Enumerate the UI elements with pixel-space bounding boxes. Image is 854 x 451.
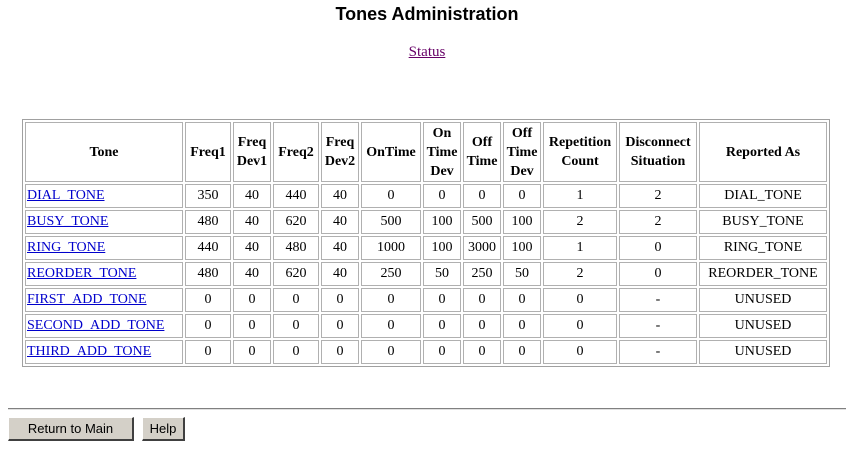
- tone-cell: [25, 340, 183, 364]
- table-cell: 0: [185, 340, 231, 364]
- table-cell: 2: [619, 210, 697, 234]
- table-cell: -: [619, 314, 697, 338]
- table-cell: 480: [185, 210, 231, 234]
- header-ontime: OnTime: [361, 122, 421, 182]
- table-cell: 0: [185, 314, 231, 338]
- table-cell: 0: [273, 340, 319, 364]
- tone-cell: [25, 236, 183, 260]
- tone-link[interactable]: DIAL_TONE: [27, 188, 105, 203]
- table-cell: DIAL_TONE: [699, 184, 827, 208]
- tone-cell: [25, 314, 183, 338]
- table-cell: 0: [233, 314, 271, 338]
- table-cell: 40: [321, 262, 359, 286]
- table-cell: 0: [321, 340, 359, 364]
- table-row: [25, 288, 827, 312]
- table-cell: 440: [185, 236, 231, 260]
- table-cell: 0: [361, 184, 421, 208]
- header-off-time-dev: Off Time Dev: [503, 122, 541, 182]
- header-freq1: Freq1: [185, 122, 231, 182]
- table-cell: 500: [361, 210, 421, 234]
- help-button[interactable]: Help: [142, 417, 185, 441]
- table-row: [25, 340, 827, 364]
- table-cell: 40: [321, 236, 359, 260]
- table-cell: 620: [273, 210, 319, 234]
- table-cell: 0: [463, 288, 501, 312]
- table-cell: 0: [503, 340, 541, 364]
- table-row: [25, 262, 827, 286]
- tone-cell: [25, 184, 183, 208]
- tones-table: [22, 119, 830, 367]
- table-cell: 440: [273, 184, 319, 208]
- table-cell: 0: [423, 184, 461, 208]
- table-cell: 0: [361, 314, 421, 338]
- table-cell: 250: [463, 262, 501, 286]
- table-cell: 50: [423, 262, 461, 286]
- table-cell: 0: [185, 288, 231, 312]
- table-cell: 0: [361, 288, 421, 312]
- table-cell: 2: [543, 210, 617, 234]
- header-off-time: Off Time: [463, 122, 501, 182]
- table-cell: 0: [543, 288, 617, 312]
- table-cell: 0: [503, 314, 541, 338]
- header-on-time-dev: On Time Dev: [423, 122, 461, 182]
- table-cell: 0: [619, 262, 697, 286]
- table-cell: 0: [423, 314, 461, 338]
- return-to-main-button[interactable]: Return to Main: [8, 417, 134, 441]
- table-row: [25, 236, 827, 260]
- table-cell: 2: [543, 262, 617, 286]
- header-freq-dev1: Freq Dev1: [233, 122, 271, 182]
- tone-link[interactable]: REORDER_TONE: [27, 266, 137, 281]
- header-disconnect-situation: Disconnect Situation: [619, 122, 697, 182]
- header-repetition-count: Repetition Count: [543, 122, 617, 182]
- table-cell: 100: [423, 236, 461, 260]
- tone-cell: [25, 288, 183, 312]
- table-cell: 1: [543, 184, 617, 208]
- table-cell: 250: [361, 262, 421, 286]
- table-cell: 100: [503, 236, 541, 260]
- table-cell: 40: [321, 184, 359, 208]
- table-row: [25, 184, 827, 208]
- table-cell: 620: [273, 262, 319, 286]
- table-cell: 1000: [361, 236, 421, 260]
- table-cell: 2: [619, 184, 697, 208]
- table-row: [25, 210, 827, 234]
- table-row: [25, 314, 827, 338]
- table-cell: 480: [185, 262, 231, 286]
- table-cell: 500: [463, 210, 501, 234]
- table-cell: 1: [543, 236, 617, 260]
- tone-link[interactable]: BUSY_TONE: [27, 214, 109, 229]
- table-cell: 0: [361, 340, 421, 364]
- table-cell: 40: [233, 236, 271, 260]
- header-freq2: Freq2: [273, 122, 319, 182]
- table-cell: 0: [463, 340, 501, 364]
- table-cell: 0: [503, 288, 541, 312]
- table-cell: 0: [463, 314, 501, 338]
- table-cell: 0: [619, 236, 697, 260]
- tone-link[interactable]: SECOND_ADD_TONE: [27, 318, 165, 333]
- table-cell: 480: [273, 236, 319, 260]
- table-cell: UNUSED: [699, 288, 827, 312]
- tone-cell: [25, 262, 183, 286]
- header-reported-as: Reported As: [699, 122, 827, 182]
- tone-link[interactable]: THIRD_ADD_TONE: [27, 344, 152, 359]
- page-title: Tones Administration: [335, 4, 519, 24]
- table-cell: 0: [321, 288, 359, 312]
- header-freq-dev2: Freq Dev2: [321, 122, 359, 182]
- table-cell: 350: [185, 184, 231, 208]
- table-cell: REORDER_TONE: [699, 262, 827, 286]
- table-cell: UNUSED: [699, 314, 827, 338]
- table-cell: 0: [503, 184, 541, 208]
- table-cell: 40: [233, 262, 271, 286]
- table-cell: 3000: [463, 236, 501, 260]
- table-cell: 0: [463, 184, 501, 208]
- table-cell: -: [619, 288, 697, 312]
- tone-link[interactable]: FIRST_ADD_TONE: [27, 292, 147, 307]
- table-cell: BUSY_TONE: [699, 210, 827, 234]
- table-cell: 40: [321, 210, 359, 234]
- table-cell: 0: [273, 288, 319, 312]
- table-cell: 50: [503, 262, 541, 286]
- table-cell: 100: [423, 210, 461, 234]
- table-cell: 0: [273, 314, 319, 338]
- table-cell: 0: [423, 340, 461, 364]
- header-row: [25, 122, 827, 182]
- table-cell: 0: [543, 314, 617, 338]
- table-cell: 0: [233, 288, 271, 312]
- tone-link[interactable]: RING_TONE: [27, 240, 106, 255]
- table-cell: 40: [233, 184, 271, 208]
- table-cell: 0: [321, 314, 359, 338]
- table-cell: 100: [503, 210, 541, 234]
- divider: [8, 408, 846, 410]
- header-tone: Tone: [25, 122, 183, 182]
- table-cell: RING_TONE: [699, 236, 827, 260]
- tone-cell: [25, 210, 183, 234]
- table-cell: -: [619, 340, 697, 364]
- table-cell: 40: [233, 210, 271, 234]
- table-cell: 0: [233, 340, 271, 364]
- table-cell: UNUSED: [699, 340, 827, 364]
- table-cell: 0: [543, 340, 617, 364]
- status-link-container: [0, 44, 854, 61]
- table-cell: 0: [423, 288, 461, 312]
- status-link[interactable]: Status: [408, 44, 446, 60]
